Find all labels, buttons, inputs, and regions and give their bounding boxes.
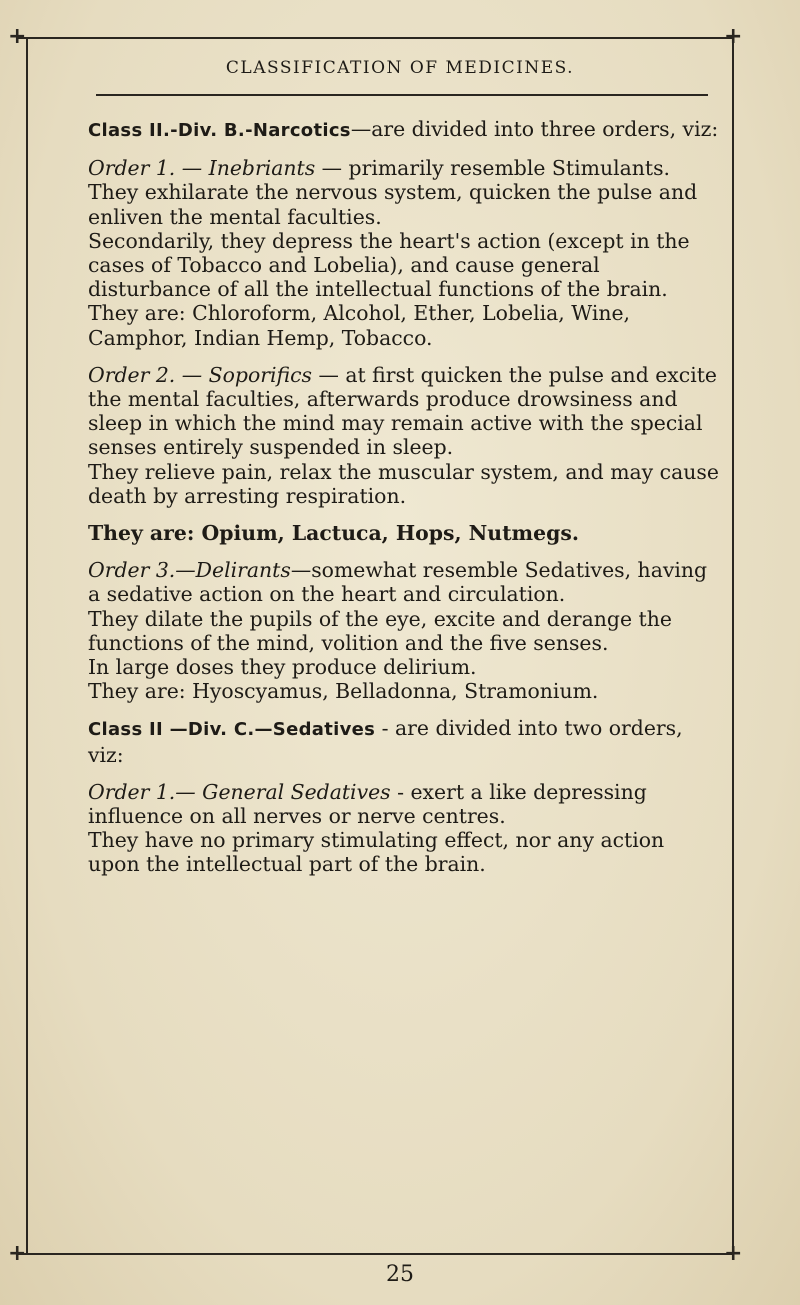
corner-ornament-top-right: +	[724, 24, 743, 49]
paragraph-class-ii-div-b	[88, 117, 720, 143]
paragraph-text: In large doses they produce delirium.	[88, 655, 477, 680]
order-dash: —	[175, 779, 203, 804]
class-heading: Class II.-Div. B.-Narcotics	[88, 120, 351, 141]
paragraph-text: — at first quicken the pulse and excite the mental faculties, afterwards produce drowsiness and sleep in which the mind may remain active with the special senses entirely suspended in sleep.	[88, 362, 717, 460]
paragraph-text: - exert a like depressing influence on all nerves or nerve centres.	[88, 779, 647, 829]
class-heading: Class II —Div. C.—Sedatives	[88, 719, 376, 741]
left-rule	[26, 37, 28, 1255]
corner-ornament-bottom-right: +	[724, 1241, 743, 1266]
order-name: Inebriants	[208, 156, 316, 181]
order-label: Order 1.	[88, 156, 176, 181]
body-text	[88, 117, 720, 877]
order-dash: —	[175, 558, 196, 583]
corner-ornament-top-left: +	[8, 24, 27, 49]
paragraph-text: They have no primary stimulating effect, nor any action upon the intellectual part of the brain.	[88, 828, 665, 877]
paragraph-text: They relieve pain, relax the muscular system, and may cause death by arresting respiration.	[88, 459, 719, 508]
paragraph-text: They are: Chloroform, Alcohol, Ether, Lobelia, Wine, Camphor, Indian Hemp, Tobacco.	[88, 301, 631, 350]
paragraph-text: - are divided into two orders, viz:	[88, 716, 683, 767]
paragraph-order-2-soporifics	[88, 363, 720, 460]
corner-ornament-bottom-left: +	[8, 1241, 27, 1266]
paragraph-text: They are: Opium, Lactuca, Hops, Nutmegs.	[88, 521, 579, 546]
order-dash: —	[175, 156, 209, 181]
page-title: CLASSIFICATION OF MEDICINES.	[225, 58, 575, 78]
paragraph-text: Secondarily, they depress the heart's action (except in the cases of Tobacco and Lobelia), and cause general disturbance of all the intellectual functions of the brain.	[88, 228, 690, 302]
paragraph-order-3-delirants	[88, 558, 720, 606]
paragraph-text: — primarily resemble Stimulants.	[315, 156, 671, 181]
page-number: 25	[386, 1262, 414, 1287]
order-label: Order 2.	[88, 362, 176, 387]
paragraph-class-ii-div-c	[88, 716, 720, 766]
order-name: Soporifics	[208, 362, 312, 387]
paragraph-text: They exhilarate the nervous system, quicken the pulse and enliven the mental faculties.	[88, 180, 698, 229]
order-dash: —	[175, 362, 209, 387]
paragraph-text: —are divided into three orders, viz:	[350, 117, 719, 141]
order-label: Order 3.	[88, 558, 176, 583]
paragraph-order-1-general-sedatives	[88, 780, 720, 828]
bottom-rule	[18, 1253, 734, 1255]
order-label: Order 1.	[88, 779, 176, 804]
paragraph-order-1-inebriants	[88, 156, 720, 180]
paragraph-text: —somewhat resemble Sedatives, having a sedative action on the heart and circulation.	[88, 558, 708, 607]
header-underline	[96, 94, 708, 96]
top-rule	[18, 37, 734, 39]
right-rule	[732, 37, 734, 1255]
paragraph-text: They dilate the pupils of the eye, excite and derange the functions of the mind, volition and the five senses.	[88, 606, 672, 655]
order-name: Delirants	[195, 558, 291, 583]
paragraph-text: They are: Hyoscyamus, Belladonna, Stramonium.	[88, 679, 599, 704]
order-name: General Sedatives	[202, 779, 391, 804]
